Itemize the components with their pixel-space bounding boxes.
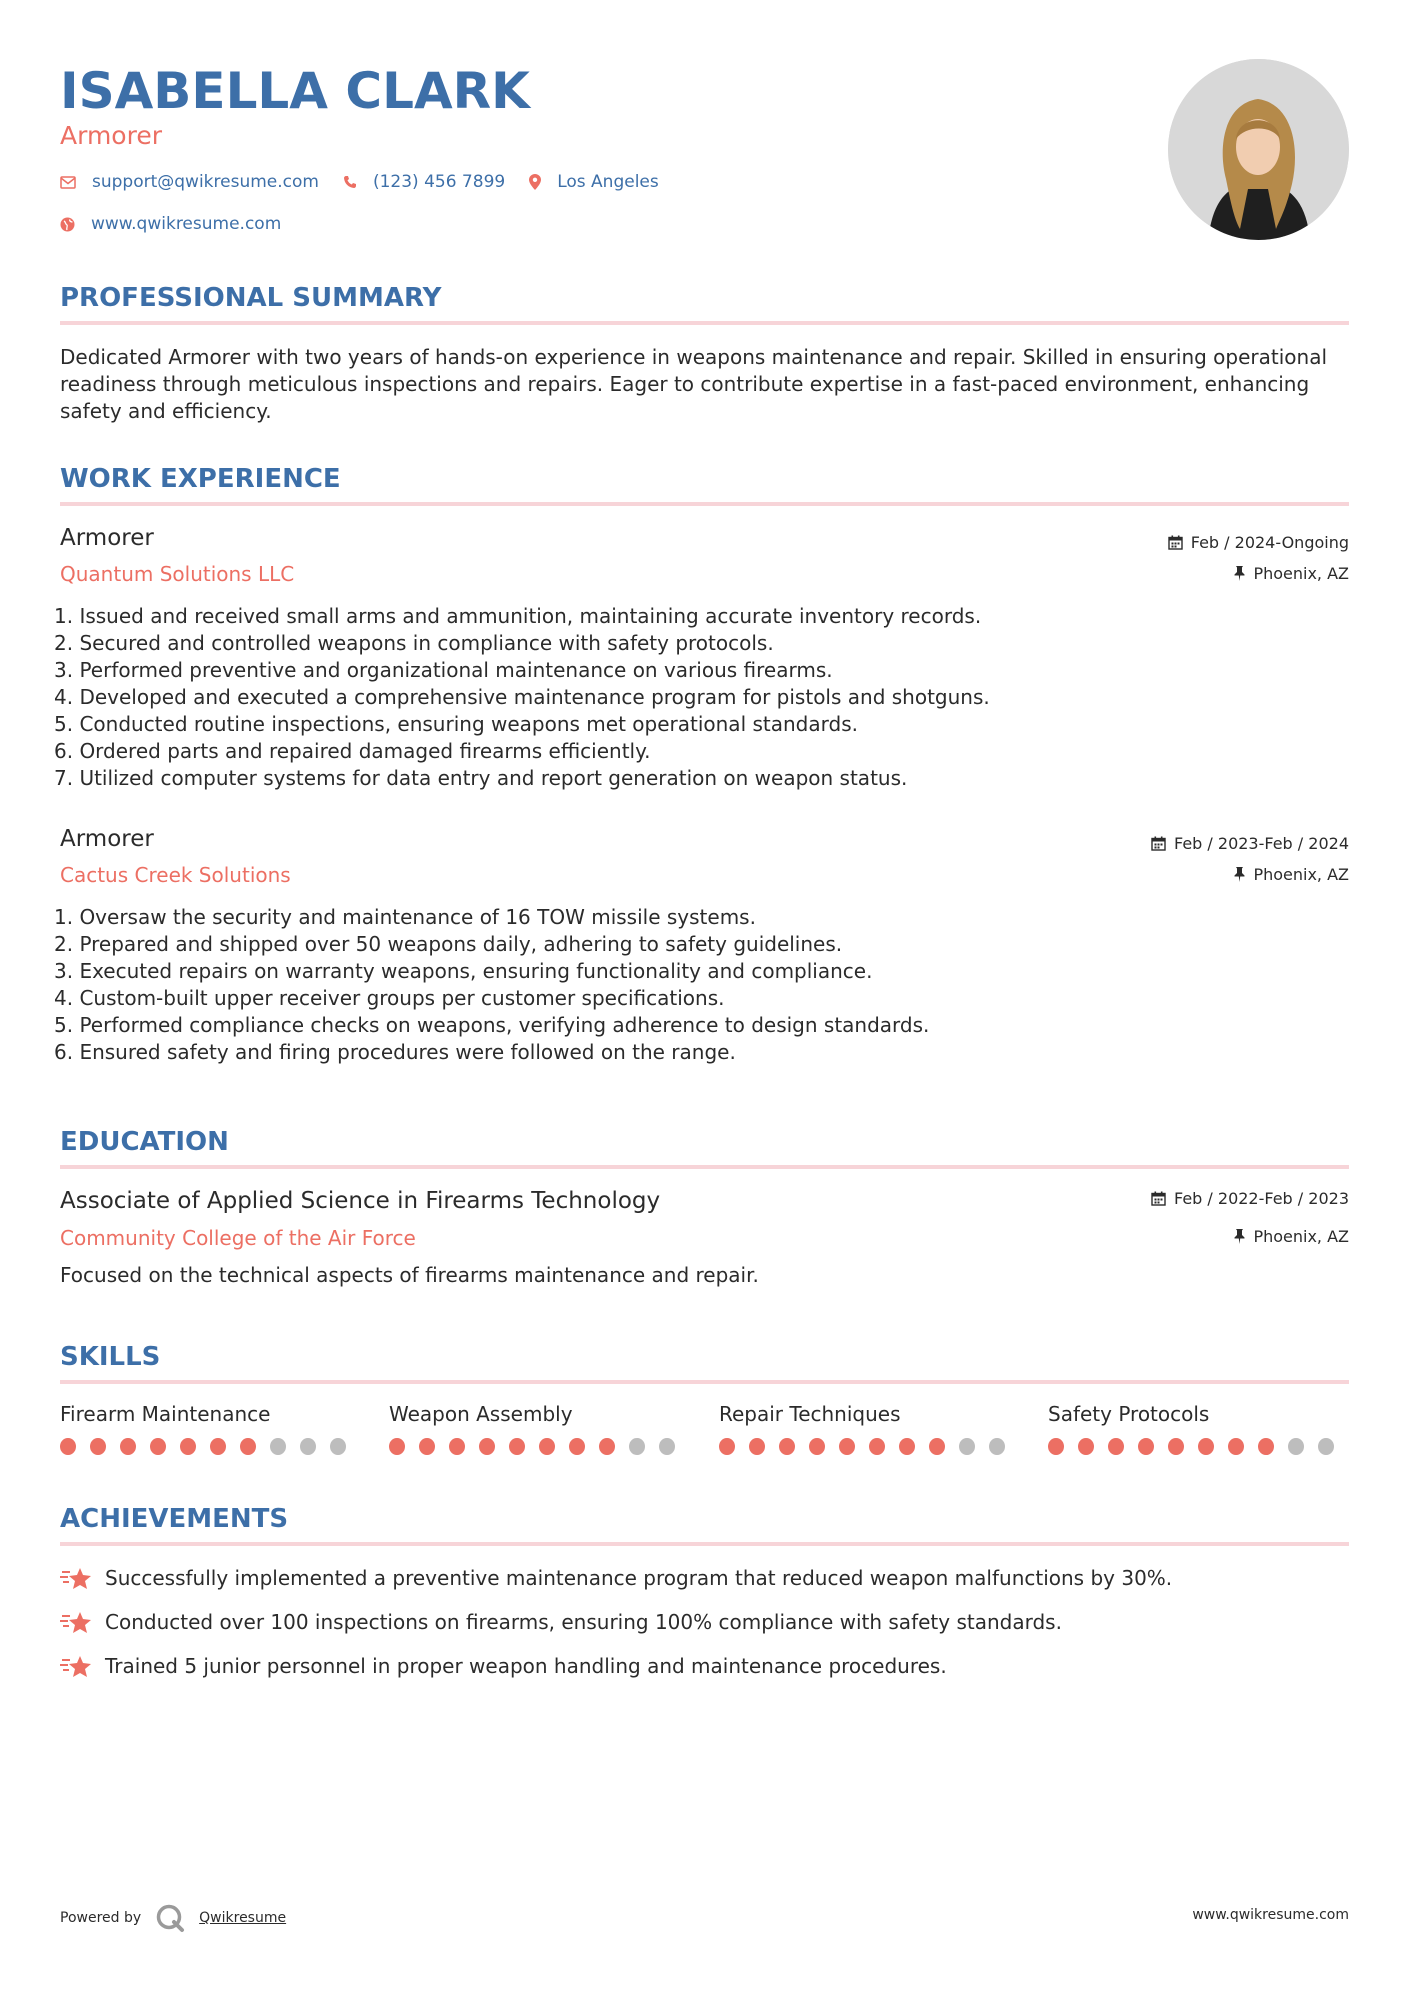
powered-by-text: Powered by bbox=[60, 1910, 142, 1926]
calendar-icon bbox=[1151, 836, 1166, 851]
education-dates-text: Feb / 2022-Feb / 2023 bbox=[1174, 1189, 1349, 1208]
rating-dot-filled bbox=[180, 1438, 196, 1455]
rating-dot-empty bbox=[989, 1438, 1005, 1455]
list-item: 1. Issued and received small arms and ammunition, maintaining accurate inventory records. bbox=[54, 604, 982, 628]
list-item: 6. Ensured safety and firing procedures were followed on the range. bbox=[54, 1040, 736, 1064]
rating-dot-empty bbox=[300, 1438, 316, 1455]
list-item: 6. Ordered parts and repaired damaged firearms efficiently. bbox=[54, 739, 651, 763]
skill-item bbox=[719, 1402, 1019, 1455]
rating-dot-filled bbox=[120, 1438, 136, 1455]
rating-dot-filled bbox=[839, 1438, 855, 1455]
rating-dot-filled bbox=[1078, 1438, 1094, 1455]
pushpin-icon bbox=[1234, 867, 1245, 882]
rating-dot-filled bbox=[1138, 1438, 1154, 1455]
job-dates-text: Feb / 2023-Feb / 2024 bbox=[1174, 834, 1349, 853]
achievement-text: Trained 5 junior personnel in proper weapon handling and maintenance procedures. bbox=[105, 1654, 947, 1678]
list-item: 1. Oversaw the security and maintenance of 16 TOW missile systems. bbox=[54, 905, 756, 929]
profile-photo bbox=[1168, 59, 1349, 240]
rating-dot-filled bbox=[1108, 1438, 1124, 1455]
list-item: 5. Performed compliance checks on weapons, verifying adherence to design standards. bbox=[54, 1013, 930, 1037]
skill-name: Weapon Assembly bbox=[389, 1402, 573, 1426]
job-dates-text: Feb / 2024-Ongoing bbox=[1190, 533, 1349, 552]
candidate-role: Armorer bbox=[60, 121, 162, 150]
rating-dot-empty bbox=[270, 1438, 286, 1455]
qwikresume-logo-icon bbox=[155, 1903, 185, 1933]
achievements-heading: ACHIEVEMENTS bbox=[60, 1504, 289, 1534]
rating-dot-filled bbox=[449, 1438, 465, 1455]
skill-item bbox=[60, 1402, 360, 1455]
achievement-item bbox=[60, 1566, 1172, 1590]
education-description: Focused on the technical aspects of firearms maintenance and repair. bbox=[60, 1263, 759, 1287]
job-location bbox=[1234, 564, 1349, 583]
rating-dot-filled bbox=[719, 1438, 735, 1455]
rating-dot-filled bbox=[1198, 1438, 1214, 1455]
experience-divider bbox=[60, 502, 1349, 506]
rating-dot-filled bbox=[1228, 1438, 1244, 1455]
phone-text: (123) 456 7899 bbox=[372, 172, 506, 192]
rating-dot-empty bbox=[1288, 1438, 1304, 1455]
skill-rating bbox=[719, 1438, 1019, 1455]
rating-dot-empty bbox=[330, 1438, 346, 1455]
rating-dot-filled bbox=[749, 1438, 765, 1455]
pushpin-icon bbox=[1234, 566, 1245, 581]
experience-heading: WORK EXPERIENCE bbox=[60, 464, 341, 494]
location-text: Los Angeles bbox=[557, 172, 659, 192]
job-location bbox=[1234, 865, 1349, 884]
rating-dot-filled bbox=[389, 1438, 405, 1455]
school-name: Community College of the Air Force bbox=[60, 1226, 416, 1250]
rating-dot-empty bbox=[629, 1438, 645, 1455]
skill-name: Safety Protocols bbox=[1048, 1402, 1210, 1426]
rating-dot-filled bbox=[929, 1438, 945, 1455]
summary-divider bbox=[60, 321, 1349, 325]
shooting-star-icon bbox=[60, 1610, 93, 1634]
rating-dot-filled bbox=[599, 1438, 615, 1455]
education-dates bbox=[1151, 1189, 1349, 1208]
job-bullets bbox=[54, 904, 1254, 1066]
rating-dot-empty bbox=[1318, 1438, 1334, 1455]
degree-title: Associate of Applied Science in Firearms Technology bbox=[60, 1188, 661, 1214]
job-location-text: Phoenix, AZ bbox=[1253, 564, 1349, 583]
rating-dot-filled bbox=[1258, 1438, 1274, 1455]
phone-contact[interactable] bbox=[343, 172, 505, 192]
rating-dot-filled bbox=[779, 1438, 795, 1455]
rating-dot-filled bbox=[479, 1438, 495, 1455]
rating-dot-filled bbox=[150, 1438, 166, 1455]
list-item: 5. Conducted routine inspections, ensuring weapons met operational standards. bbox=[54, 712, 858, 736]
phone-icon bbox=[343, 175, 357, 189]
job-dates bbox=[1151, 834, 1349, 853]
job-bullets bbox=[54, 603, 1254, 792]
skill-name: Repair Techniques bbox=[719, 1402, 901, 1426]
skills-heading: SKILLS bbox=[60, 1342, 161, 1372]
job-dates bbox=[1168, 533, 1349, 552]
list-item: 3. Performed preventive and organizational maintenance on various firearms. bbox=[54, 658, 833, 682]
list-item: 4. Developed and executed a comprehensive maintenance program for pistols and shotguns. bbox=[54, 685, 990, 709]
list-item: 2. Prepared and shipped over 50 weapons daily, adhering to safety guidelines. bbox=[54, 932, 843, 956]
list-item: 7. Utilized computer systems for data entry and report generation on weapon status. bbox=[54, 766, 908, 790]
footer-website[interactable]: www.qwikresume.com bbox=[1192, 1907, 1349, 1923]
rating-dot-filled bbox=[210, 1438, 226, 1455]
skill-rating bbox=[389, 1438, 689, 1455]
calendar-icon bbox=[1168, 535, 1183, 550]
job-company: Cactus Creek Solutions bbox=[60, 863, 291, 887]
location-contact bbox=[529, 172, 659, 192]
rating-dot-filled bbox=[899, 1438, 915, 1455]
education-location-text: Phoenix, AZ bbox=[1253, 1227, 1349, 1246]
website-text: www.qwikresume.com bbox=[91, 214, 282, 234]
qwikresume-link[interactable]: Qwikresume bbox=[199, 1910, 287, 1926]
rating-dot-filled bbox=[539, 1438, 555, 1455]
list-item: 2. Secured and controlled weapons in compliance with safety protocols. bbox=[54, 631, 774, 655]
achievement-item bbox=[60, 1654, 947, 1678]
education-heading: EDUCATION bbox=[60, 1127, 229, 1157]
achievements-divider bbox=[60, 1542, 1349, 1546]
rating-dot-filled bbox=[60, 1438, 76, 1455]
rating-dot-filled bbox=[1168, 1438, 1184, 1455]
skill-rating bbox=[1048, 1438, 1348, 1455]
rating-dot-filled bbox=[569, 1438, 585, 1455]
map-pin-icon bbox=[529, 174, 541, 190]
rating-dot-filled bbox=[869, 1438, 885, 1455]
pushpin-icon bbox=[1234, 1229, 1245, 1244]
job-title: Armorer bbox=[60, 826, 154, 852]
email-text: support@qwikresume.com bbox=[92, 172, 319, 192]
rating-dot-filled bbox=[1048, 1438, 1064, 1455]
achievement-text: Conducted over 100 inspections on firearms, ensuring 100% compliance with safety standards. bbox=[105, 1610, 1062, 1634]
job-title: Armorer bbox=[60, 525, 154, 551]
footer-powered-by bbox=[60, 1903, 286, 1933]
rating-dot-filled bbox=[809, 1438, 825, 1455]
rating-dot-empty bbox=[659, 1438, 675, 1455]
job-location-text: Phoenix, AZ bbox=[1253, 865, 1349, 884]
rating-dot-filled bbox=[240, 1438, 256, 1455]
shooting-star-icon bbox=[60, 1654, 93, 1678]
skill-item bbox=[1048, 1402, 1348, 1455]
rating-dot-filled bbox=[90, 1438, 106, 1455]
achievement-text: Successfully implemented a preventive maintenance program that reduced weapon malfunctions by 30%. bbox=[105, 1566, 1173, 1590]
education-location bbox=[1234, 1227, 1349, 1246]
skill-rating bbox=[60, 1438, 360, 1455]
list-item: 3. Executed repairs on warranty weapons, ensuring functionality and compliance. bbox=[54, 959, 873, 983]
email-contact[interactable] bbox=[60, 172, 319, 192]
skill-item bbox=[389, 1402, 689, 1455]
achievement-item bbox=[60, 1610, 1062, 1634]
skills-divider bbox=[60, 1380, 1349, 1384]
globe-icon bbox=[60, 217, 75, 232]
rating-dot-empty bbox=[959, 1438, 975, 1455]
rating-dot-filled bbox=[509, 1438, 525, 1455]
envelope-icon bbox=[60, 176, 76, 189]
candidate-name: ISABELLA CLARK bbox=[60, 62, 530, 120]
shooting-star-icon bbox=[60, 1566, 93, 1590]
skill-name: Firearm Maintenance bbox=[60, 1402, 271, 1426]
contact-row-1 bbox=[60, 172, 683, 192]
rating-dot-filled bbox=[419, 1438, 435, 1455]
summary-heading: PROFESSIONAL SUMMARY bbox=[60, 283, 442, 313]
contact-row-2 bbox=[60, 214, 305, 234]
job-company: Quantum Solutions LLC bbox=[60, 562, 295, 586]
calendar-icon bbox=[1151, 1191, 1166, 1206]
education-divider bbox=[60, 1165, 1349, 1169]
summary-text: Dedicated Armorer with two years of hands-on experience in weapons maintenance and repair. Skilled in ensuring operational readiness through meticulous inspections and repairs. Eager to contribute expertise in a fast-paced environment, enhancing safety and efficiency. bbox=[60, 345, 1328, 423]
website-contact[interactable] bbox=[60, 214, 281, 234]
list-item: 4. Custom-built upper receiver groups per customer specifications. bbox=[54, 986, 725, 1010]
